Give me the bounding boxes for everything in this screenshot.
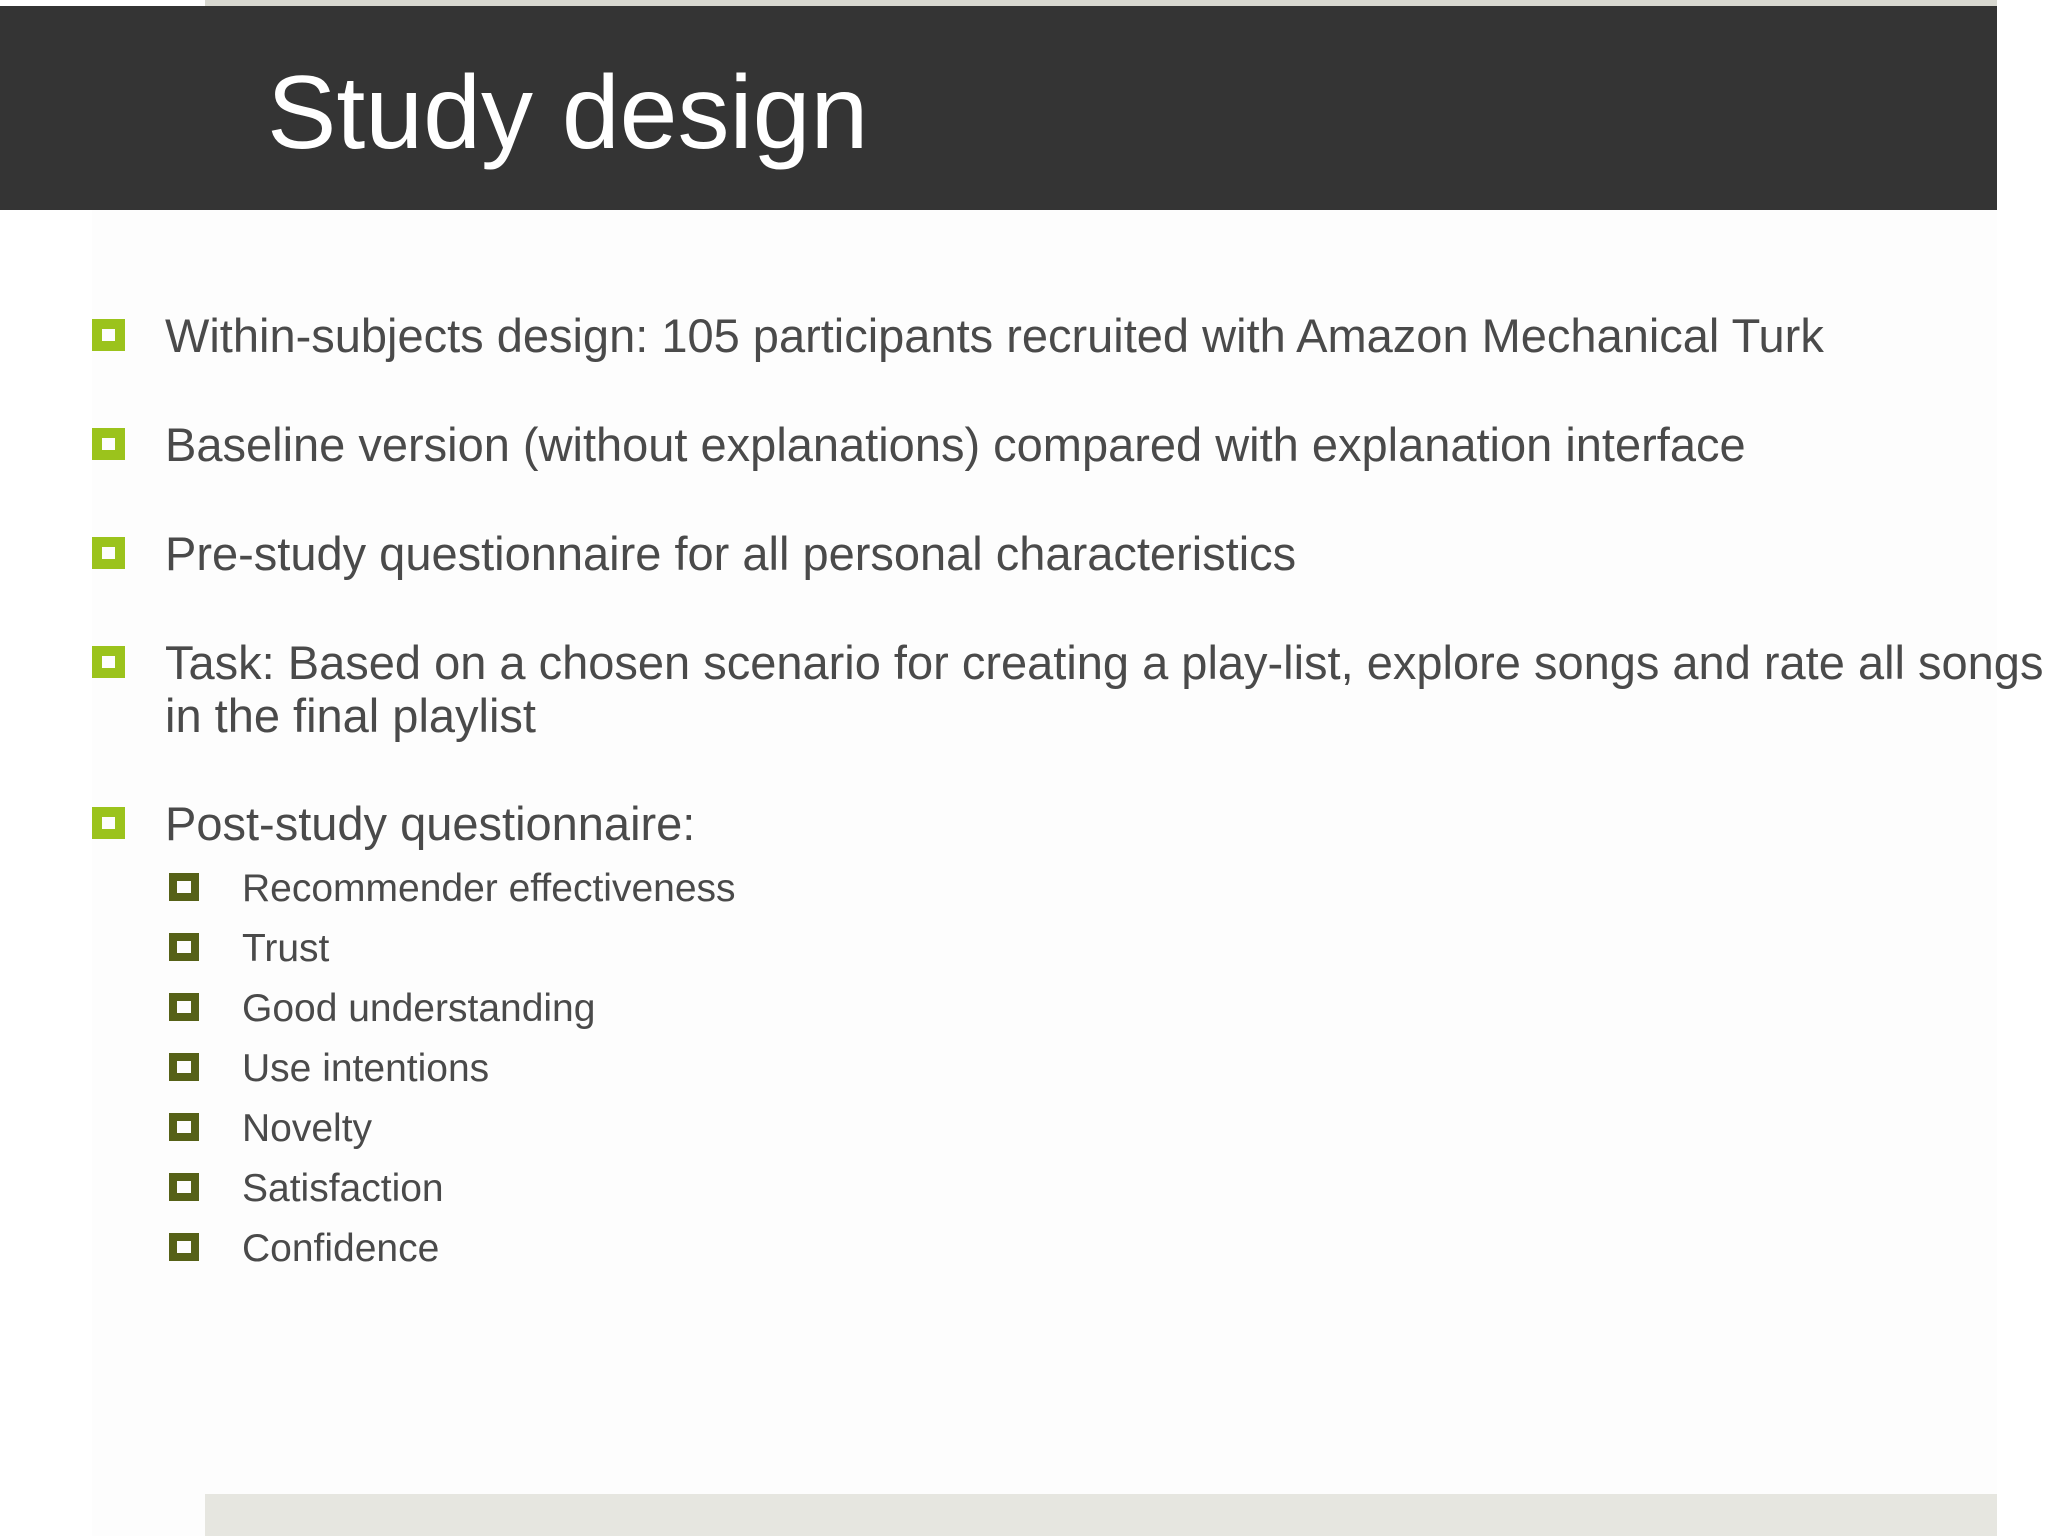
square-sub-bullet-icon [169, 1173, 199, 1201]
square-bullet-icon [92, 537, 125, 569]
sub-bullet-item [242, 1046, 489, 1092]
square-sub-bullet-icon [169, 1233, 199, 1261]
square-sub-bullet-icon [169, 993, 199, 1021]
bullet-text: Post-study questionnaire: [165, 797, 696, 850]
bullet-item [165, 527, 2045, 580]
square-bullet-icon [92, 646, 125, 678]
sub-bullet-text: Novelty [242, 1107, 373, 1150]
sub-bullet-item [242, 926, 329, 972]
sub-bullet-text: Satisfaction [242, 1167, 444, 1210]
square-sub-bullet-icon [169, 1113, 199, 1141]
sub-bullet-text: Good understanding [242, 987, 596, 1030]
bullet-item [165, 797, 2045, 850]
bullet-item [165, 309, 2045, 362]
sub-bullet-item [242, 986, 595, 1032]
square-sub-bullet-icon [169, 873, 199, 901]
bottom-decor-strip [205, 1494, 1997, 1536]
bullet-text: Baseline version (without explanations) compared with explanation interface [165, 418, 1746, 471]
sub-bullet-text: Use intentions [242, 1047, 490, 1090]
square-bullet-icon [92, 319, 125, 351]
bullet-text: Pre-study questionnaire for all personal characteristics [165, 527, 1297, 580]
sub-bullet-text: Trust [242, 927, 330, 970]
sub-bullet-item [242, 1226, 439, 1272]
sub-bullet-text: Recommender effectiveness [242, 867, 736, 910]
sub-bullet-item [242, 866, 736, 912]
sub-bullet-text: Confidence [242, 1227, 440, 1270]
square-bullet-icon [92, 807, 125, 839]
slide-title: Study design [267, 55, 869, 171]
bullet-item [165, 418, 2045, 471]
square-bullet-icon [92, 428, 125, 460]
square-sub-bullet-icon [169, 933, 199, 961]
sub-bullet-item [242, 1106, 372, 1152]
sub-bullet-item [242, 1166, 444, 1212]
bullet-text: Within-subjects design: 105 participants recruited with Amazon Mechanical Turk [165, 309, 1824, 362]
bullet-item [165, 636, 2045, 742]
square-sub-bullet-icon [169, 1053, 199, 1081]
bullet-text: Task: Based on a chosen scenario for creating a play-list, explore songs and rate all songs in the final playlist [165, 636, 2044, 742]
title-bar [0, 6, 1997, 210]
